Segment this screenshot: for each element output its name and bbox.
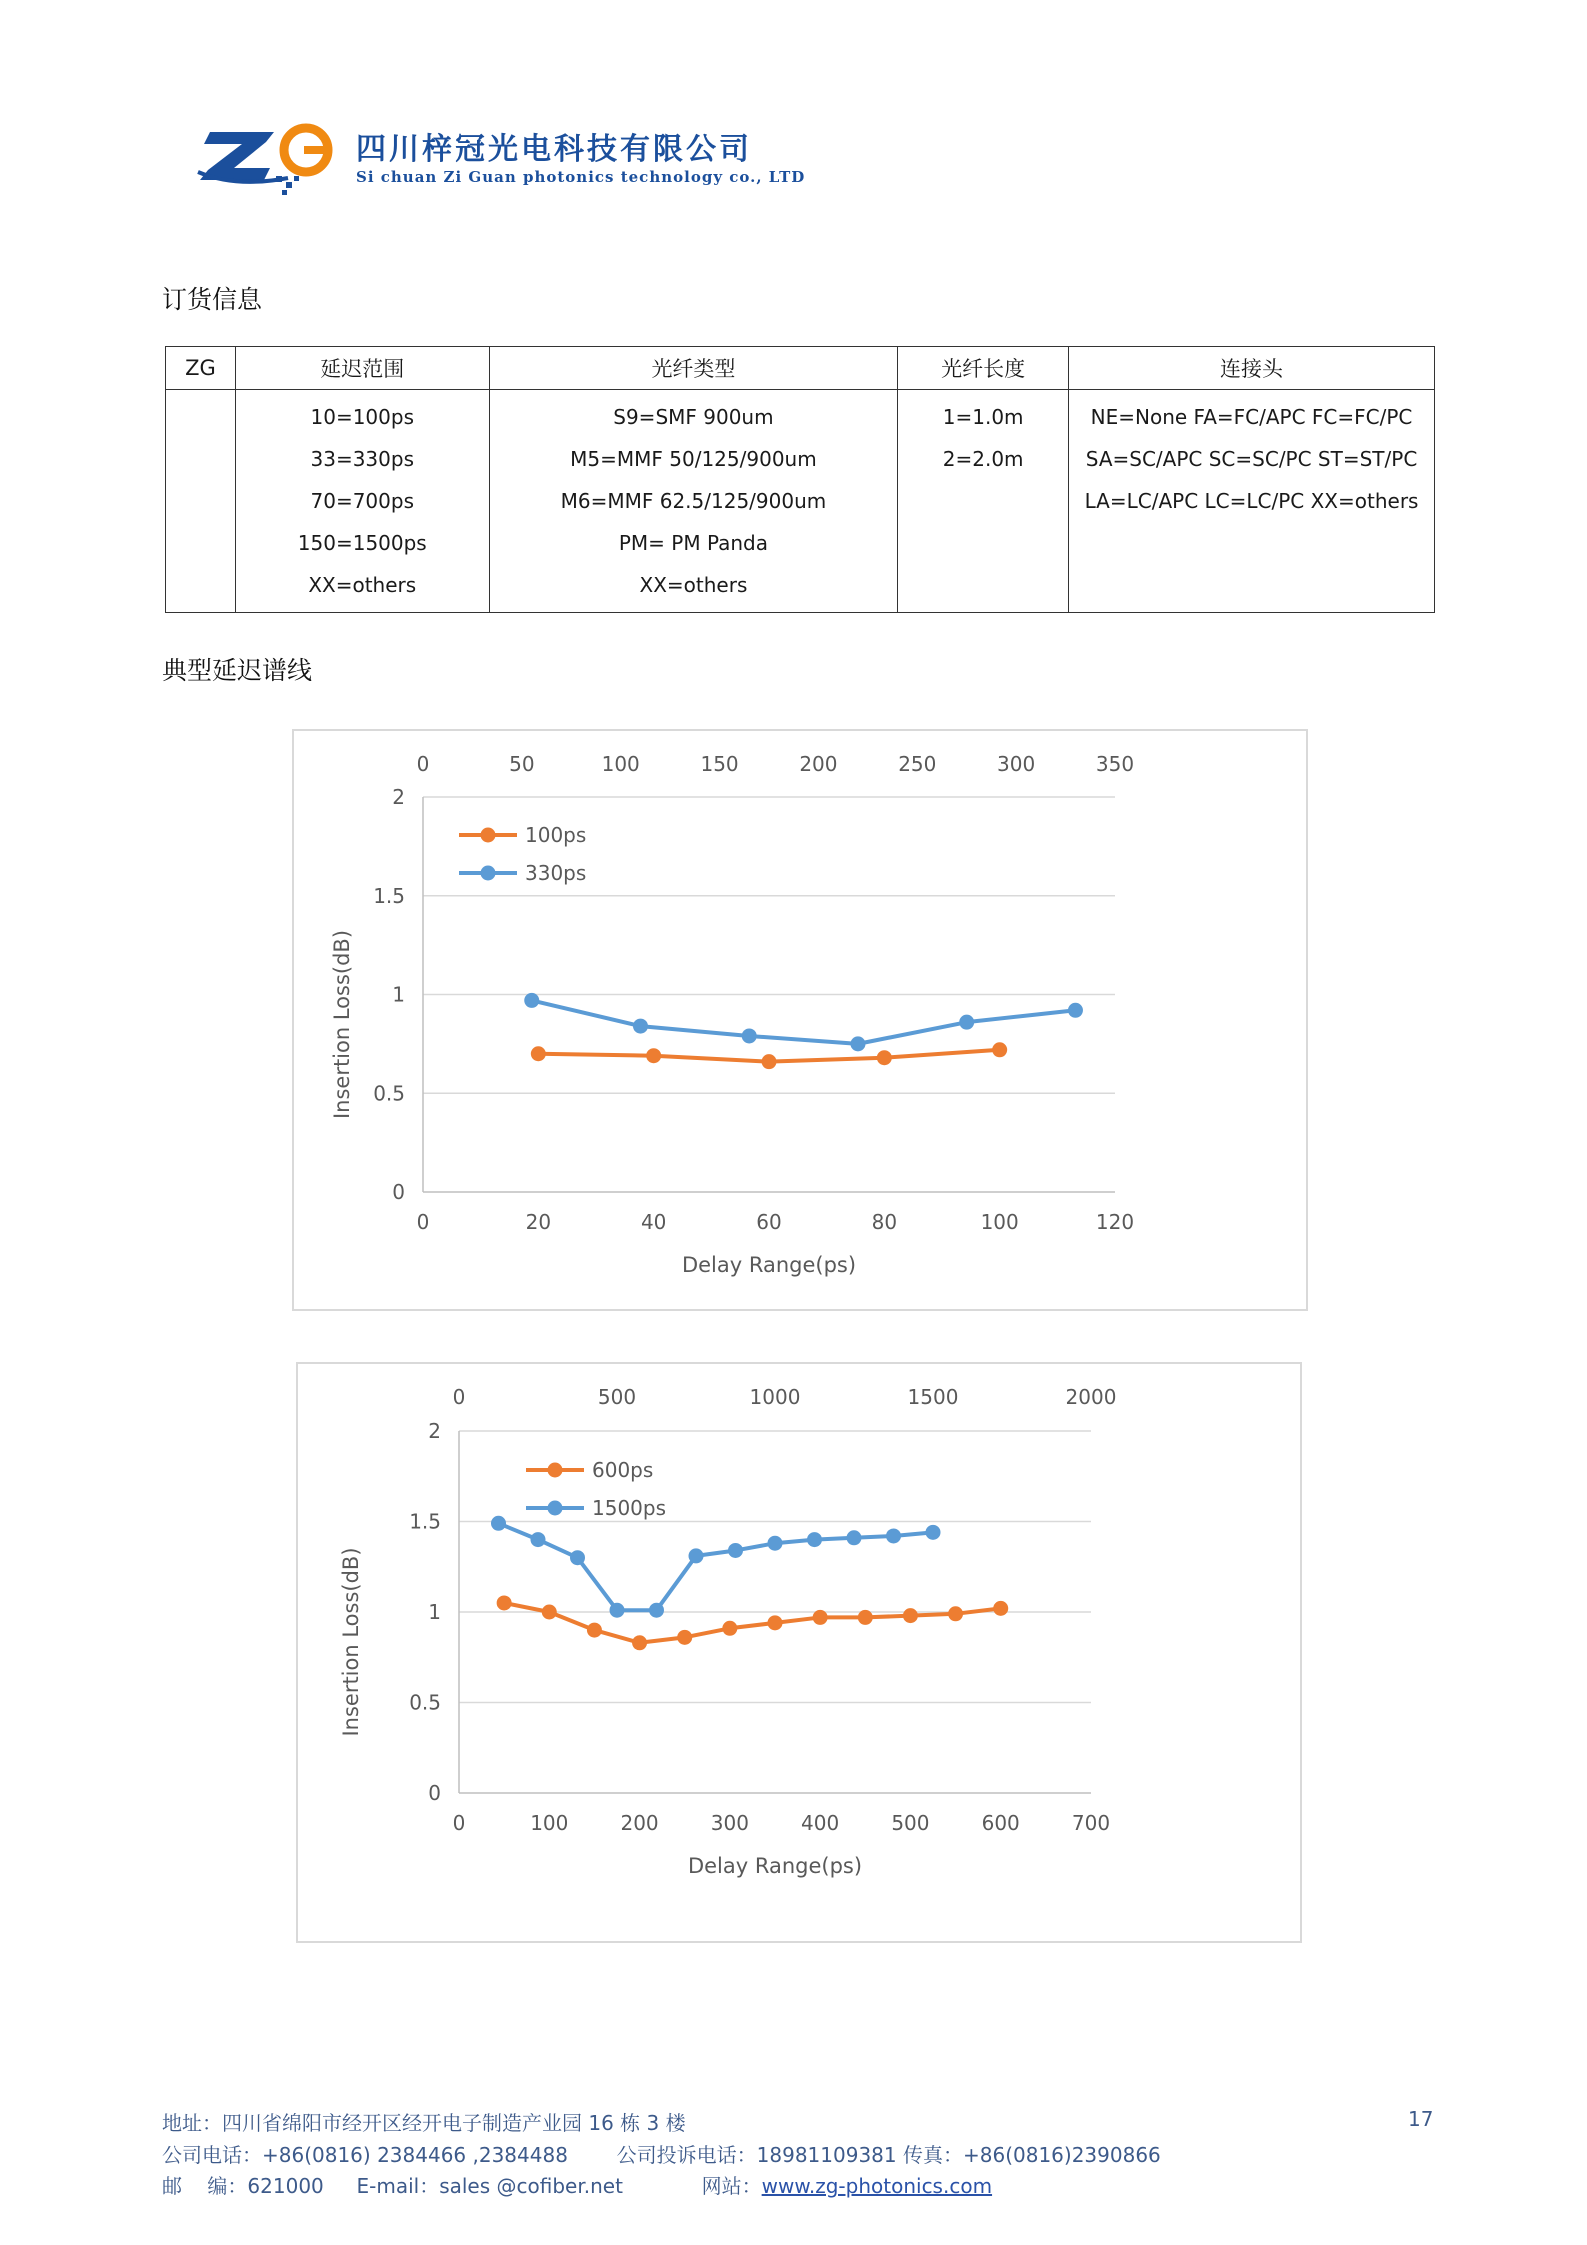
x-top-tick-label: 500 — [597, 1385, 637, 1409]
data-point — [677, 1630, 692, 1645]
data-point — [850, 1036, 865, 1051]
x-axis-label: Delay Range(ps) — [687, 1854, 863, 1878]
x-top-tick-label: 2000 — [1065, 1385, 1117, 1409]
chart-svg — [294, 731, 1306, 1309]
list-item: 70=700ps — [310, 489, 414, 513]
y-tick-label: 0.5 — [373, 1081, 405, 1106]
list-item: 150=1500ps — [297, 531, 427, 555]
data-point — [570, 1550, 585, 1565]
header-delay-range: 延迟范围 — [235, 347, 489, 390]
footer-complaint: 公司投诉电话：18981109381 传真：+86(0816)2390866 — [616, 2143, 1161, 2167]
data-point — [807, 1532, 822, 1547]
fiber-length-cell — [898, 390, 1069, 613]
legend-label: 100ps — [525, 823, 587, 847]
x-bottom-tick-label: 100 — [530, 1811, 569, 1835]
x-bottom-tick-label: 400 — [801, 1811, 840, 1835]
header-zg: ZG — [166, 347, 236, 390]
connector-cell — [1069, 390, 1435, 613]
x-bottom-tick-label: 300 — [710, 1811, 749, 1835]
x-top-tick-label: 0 — [452, 1385, 466, 1409]
series-line — [499, 1523, 934, 1610]
y-tick-label: 1.5 — [373, 883, 405, 908]
data-point — [689, 1548, 704, 1563]
footer-address: 地址：四川省绵阳市经开区经开电子制造产业园 16 栋 3 楼 — [162, 2111, 686, 2135]
x-top-tick-label: 150 — [700, 752, 739, 776]
company-logo — [196, 118, 836, 198]
data-point — [587, 1623, 602, 1638]
x-bottom-tick-label: 80 — [871, 1210, 898, 1234]
list-item: S9=SMF 900um — [613, 405, 774, 429]
x-bottom-tick-label: 60 — [756, 1210, 782, 1234]
data-point — [847, 1530, 862, 1545]
list-item: XX=others — [308, 573, 417, 597]
x-bottom-tick-label: 0 — [416, 1210, 430, 1234]
legend-marker — [481, 866, 496, 881]
data-point — [948, 1606, 963, 1621]
footer-phone-row — [162, 2139, 1161, 2168]
data-point — [742, 1028, 757, 1043]
footer-postcode: 邮 编：621000 — [162, 2174, 324, 2198]
header-fiber-type: 光纤类型 — [489, 347, 898, 390]
y-tick-label: 0 — [392, 1180, 405, 1204]
data-point — [646, 1048, 661, 1063]
zg-cell — [166, 390, 236, 613]
y-tick-label: 0 — [428, 1781, 441, 1805]
list-item: 1=1.0m — [942, 405, 1024, 429]
list-item: XX=others — [639, 573, 748, 597]
footer-email: E-mail：sales @cofiber.net — [356, 2174, 623, 2198]
data-point — [762, 1054, 777, 1069]
data-point — [649, 1603, 664, 1618]
list-item: SA=SC/APC SC=SC/PC ST=ST/PC — [1085, 447, 1418, 471]
x-top-tick-label: 250 — [898, 752, 937, 776]
legend-marker — [481, 828, 496, 843]
list-item: 33=330ps — [310, 447, 414, 471]
data-point — [903, 1608, 918, 1623]
delay-range-cell — [235, 390, 489, 613]
data-point — [858, 1610, 873, 1625]
x-bottom-tick-label: 120 — [1095, 1210, 1135, 1234]
footer-phone: 公司电话：+86(0816) 2384466 ,2384488 — [162, 2143, 568, 2167]
chart-svg — [298, 1364, 1300, 1941]
list-item: M5=MMF 50/125/900um — [570, 447, 817, 471]
table-row — [166, 390, 1435, 613]
data-point — [633, 1019, 648, 1034]
legend-label: 1500ps — [592, 1496, 667, 1520]
x-top-tick-label: 0 — [416, 752, 430, 776]
x-bottom-tick-label: 700 — [1071, 1811, 1111, 1835]
y-tick-label: 2 — [392, 785, 405, 809]
delay-chart-1 — [292, 729, 1308, 1311]
x-top-tick-label: 50 — [509, 752, 535, 776]
data-point — [813, 1610, 828, 1625]
data-point — [926, 1525, 941, 1540]
data-point — [1068, 1003, 1083, 1018]
list-item: NE=None FA=FC/APC FC=FC/PC — [1090, 405, 1413, 429]
y-tick-label: 2 — [428, 1419, 441, 1443]
y-tick-label: 0.5 — [409, 1690, 441, 1715]
y-tick-label: 1 — [392, 982, 405, 1007]
data-point — [542, 1605, 557, 1620]
x-top-tick-label: 1500 — [907, 1385, 959, 1409]
list-item: LA=LC/APC LC=LC/PC XX=others — [1084, 489, 1419, 513]
data-point — [992, 1042, 1007, 1057]
x-bottom-tick-label: 100 — [980, 1210, 1019, 1234]
x-top-tick-label: 100 — [601, 752, 640, 776]
y-tick-label: 1 — [428, 1600, 441, 1624]
data-point — [877, 1050, 892, 1065]
data-point — [531, 1532, 546, 1547]
series-line — [532, 1000, 1076, 1043]
delay-chart-2 — [296, 1362, 1302, 1943]
data-point — [768, 1615, 783, 1630]
data-point — [524, 993, 539, 1008]
x-bottom-tick-label: 20 — [525, 1210, 552, 1234]
list-item: M6=MMF 62.5/125/900um — [560, 489, 827, 513]
legend-label: 600ps — [592, 1458, 654, 1482]
order-info-table — [165, 346, 1435, 613]
website-link[interactable]: www.zg-photonics.com — [761, 2174, 993, 2198]
x-bottom-tick-label: 200 — [620, 1811, 659, 1835]
data-point — [491, 1516, 506, 1531]
x-bottom-tick-label: 0 — [452, 1811, 466, 1835]
data-point — [959, 1015, 974, 1030]
order-info-title: 订货信息 — [162, 285, 263, 314]
header-connector: 连接头 — [1069, 347, 1435, 390]
zg-logo-icon — [196, 118, 356, 198]
data-point — [993, 1601, 1008, 1616]
legend-marker — [548, 1463, 563, 1478]
footer-website-label: 网站： — [701, 2174, 762, 2198]
table-header-row — [166, 347, 1435, 390]
x-top-tick-label: 350 — [1095, 752, 1135, 776]
list-item: 10=100ps — [310, 405, 414, 429]
company-name-en: Si chuan Zi Guan photonics technology co., LTD — [356, 168, 806, 186]
fiber-type-cell — [489, 390, 898, 613]
data-point — [728, 1543, 743, 1558]
data-point — [610, 1603, 625, 1618]
data-point — [531, 1046, 546, 1061]
x-top-tick-label: 1000 — [749, 1385, 801, 1409]
data-point — [768, 1536, 783, 1551]
header-fiber-length: 光纤长度 — [898, 347, 1069, 390]
data-point — [632, 1635, 647, 1650]
list-item: PM= PM Panda — [618, 531, 769, 555]
list-item: 2=2.0m — [942, 447, 1024, 471]
y-axis-label: Insertion Loss(dB) — [330, 929, 354, 1120]
company-name-cn: 四川梓冠光电科技有限公司 — [356, 132, 752, 167]
y-tick-label: 1.5 — [409, 1509, 441, 1534]
legend-label: 330ps — [525, 861, 587, 885]
delay-spectrum-title: 典型延迟谱线 — [162, 656, 313, 685]
page-number: 17 — [1408, 2107, 1434, 2131]
x-bottom-tick-label: 40 — [640, 1210, 667, 1234]
data-point — [497, 1595, 512, 1610]
x-top-tick-label: 300 — [997, 752, 1036, 776]
data-point — [722, 1621, 737, 1636]
legend-marker — [548, 1501, 563, 1516]
x-top-tick-label: 200 — [799, 752, 838, 776]
series-line — [504, 1603, 1001, 1643]
data-point — [886, 1528, 901, 1543]
y-axis-label: Insertion Loss(dB) — [339, 1547, 363, 1737]
x-bottom-tick-label: 500 — [891, 1811, 930, 1835]
footer-contact-row — [162, 2170, 992, 2199]
x-bottom-tick-label: 600 — [981, 1811, 1020, 1835]
x-axis-label: Delay Range(ps) — [681, 1253, 857, 1277]
